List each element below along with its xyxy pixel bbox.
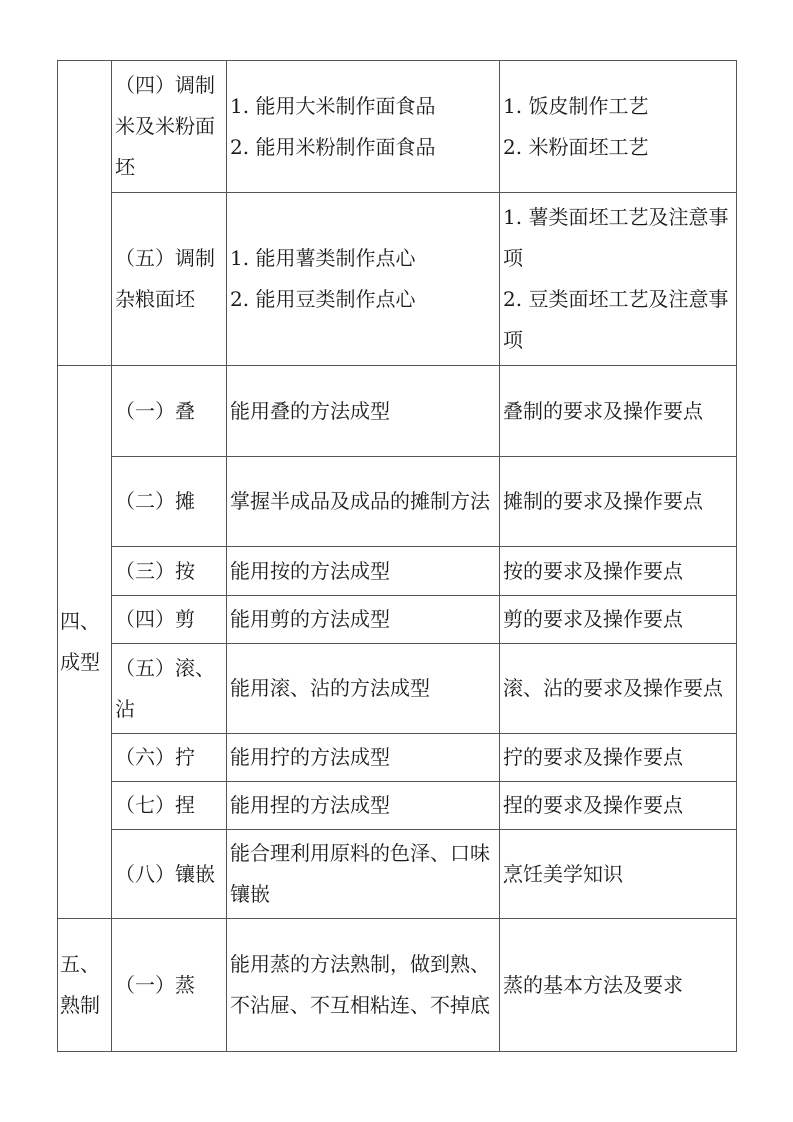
skill-cell: 能用拧的方法成型 [227,734,500,782]
knowledge-cell: 蒸的基本方法及要求 [500,919,737,1052]
skill-cell [227,61,500,193]
knowledge-cell: 剪的要求及操作要点 [500,596,737,644]
skill-cell: 能用滚、沾的方法成型 [227,644,500,734]
subcategory-cell: （二）摊 [112,457,227,547]
knowledge-cell: 滚、沾的要求及操作要点 [500,644,737,734]
skill-cell: 能用捏的方法成型 [227,782,500,830]
table-row [58,457,737,547]
table-row [58,61,737,193]
skill-line: 1. 能用大米制作面食品 [230,93,436,118]
subcategory-cell: （三）按 [112,547,227,596]
knowledge-cell [500,61,737,193]
table-row [58,734,737,782]
table-row [58,830,737,919]
category-cell: 五、熟制 [58,919,112,1052]
skill-line: 1. 能用薯类制作点心 [230,246,416,270]
table-row [58,366,737,457]
knowledge-cell: 摊制的要求及操作要点 [500,457,737,547]
category-cell: 四、成型 [58,366,112,919]
skill-cell [227,193,500,366]
knowledge-cell [500,193,737,366]
subcategory-cell: （五）调制杂粮面坯 [112,193,227,366]
subcategory-cell: （四）调制米及米粉面坯 [112,61,227,193]
knowledge-cell: 叠制的要求及操作要点 [500,366,737,457]
subcategory-cell: （七）捏 [112,782,227,830]
subcategory-cell: （五）滚、沾 [112,644,227,734]
table-row [58,596,737,644]
knowledge-line: 1. 饭皮制作工艺 [503,93,649,118]
subcategory-cell: （一）叠 [112,366,227,457]
skill-line: 2. 能用豆类制作点心 [230,287,416,311]
subcategory-cell: （八）镶嵌 [112,830,227,919]
skill-cell: 能用按的方法成型 [227,547,500,596]
knowledge-cell: 拧的要求及操作要点 [500,734,737,782]
knowledge-cell: 烹饪美学知识 [500,830,737,919]
skill-cell: 能用剪的方法成型 [227,596,500,644]
skill-cell: 能用蒸的方法熟制，做到熟、不沾屉、不互相粘连、不掉底 [227,919,500,1052]
skills-table [57,60,737,1052]
skill-cell: 掌握半成品及成品的摊制方法 [227,457,500,547]
skill-cell: 能用叠的方法成型 [227,366,500,457]
table-row [58,919,737,1052]
subcategory-cell: （六）拧 [112,734,227,782]
knowledge-cell: 捏的要求及操作要点 [500,782,737,830]
category-cell-continued [58,61,112,366]
knowledge-cell: 按的要求及操作要点 [500,547,737,596]
skill-line: 2. 能用米粉制作面食品 [230,134,436,159]
knowledge-line: 2. 豆类面坯工艺及注意事项 [503,287,729,352]
knowledge-line: 2. 米粉面坯工艺 [503,134,649,159]
skill-cell: 能合理利用原料的色泽、口味镶嵌 [227,830,500,919]
table-row [58,547,737,596]
knowledge-line: 1. 薯类面坯工艺及注意事项 [503,205,729,270]
table-row [58,193,737,366]
table-row [58,782,737,830]
subcategory-cell: （四）剪 [112,596,227,644]
subcategory-cell: （一）蒸 [112,919,227,1052]
table-row [58,644,737,734]
